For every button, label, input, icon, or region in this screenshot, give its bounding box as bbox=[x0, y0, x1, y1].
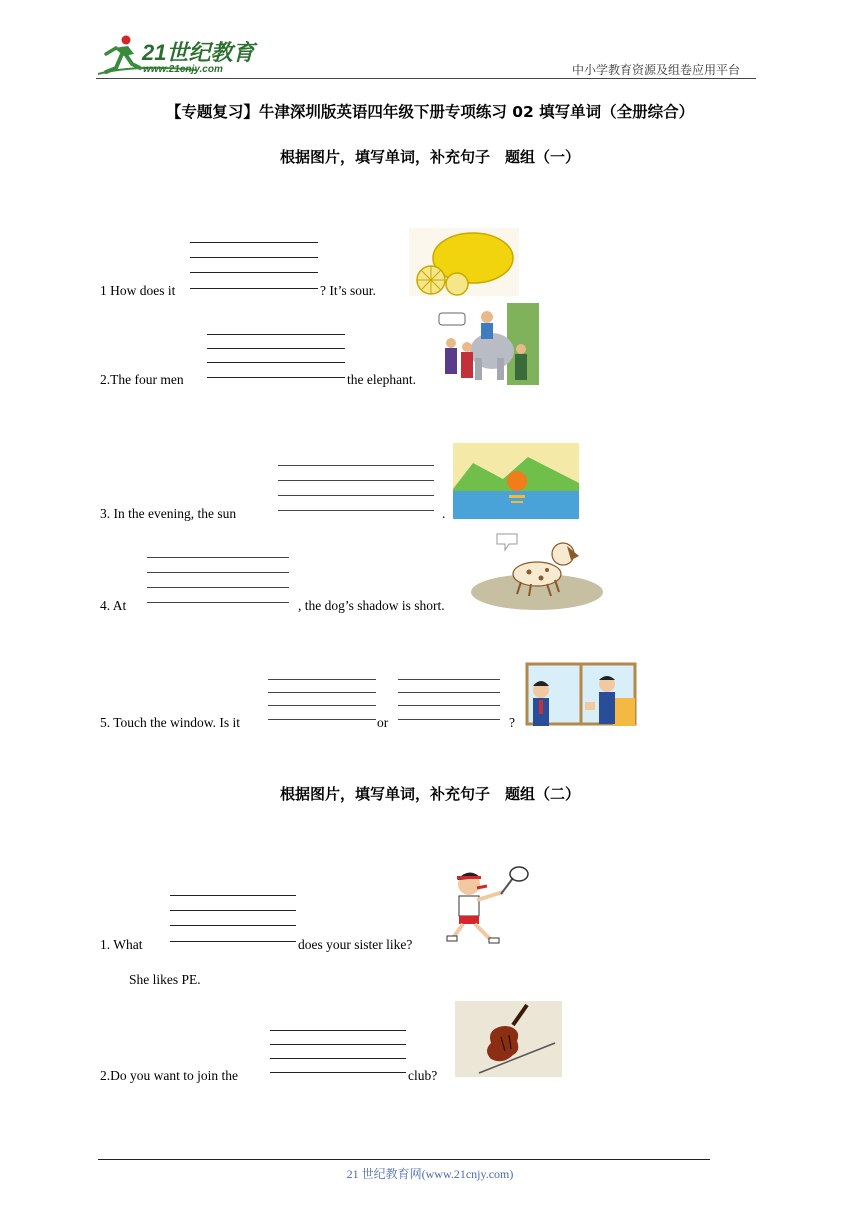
answer-blank-5a[interactable] bbox=[268, 678, 376, 722]
question-5-middle: or bbox=[377, 715, 389, 730]
blind-men-elephant-icon bbox=[437, 303, 539, 385]
header-divider bbox=[96, 78, 756, 79]
question-5-suffix: ? bbox=[509, 715, 515, 730]
question-3-suffix: . bbox=[442, 506, 446, 521]
badminton-player-icon bbox=[443, 864, 535, 948]
question-2-prefix: 2.The four men bbox=[100, 372, 184, 387]
question-4-suffix: , the dog’s shadow is short. bbox=[298, 598, 445, 613]
question-1-suffix: ? It’s sour. bbox=[320, 283, 376, 298]
answer-blank-2[interactable] bbox=[207, 334, 345, 380]
answer-blank-6[interactable] bbox=[170, 894, 296, 944]
window-children-icon bbox=[523, 662, 639, 728]
violin-icon bbox=[455, 1001, 562, 1077]
logo-text: 21世纪教育 bbox=[142, 40, 255, 65]
question-4-prefix: 4. At bbox=[100, 598, 127, 613]
document-title: 【专题复习】牛津深圳版英语四年级下册专项练习 02 填写单词（全册综合） bbox=[165, 103, 695, 121]
group2-question-1-answer: She likes PE. bbox=[129, 972, 201, 987]
group2-question-2-prefix: 2.Do you want to join the bbox=[100, 1068, 238, 1083]
lemon-icon bbox=[409, 228, 519, 296]
group2-question-1-prefix: 1. What bbox=[100, 937, 143, 952]
footer-divider bbox=[98, 1159, 710, 1160]
logo-url: www.21cnjy.com bbox=[143, 64, 223, 75]
sunset-icon bbox=[453, 443, 579, 519]
answer-blank-4[interactable] bbox=[147, 556, 289, 606]
question-2-suffix: the elephant. bbox=[347, 372, 416, 387]
group2-question-1-suffix: does your sister like? bbox=[298, 937, 413, 952]
question-5-prefix: 5. Touch the window. Is it bbox=[100, 715, 241, 730]
answer-blank-1[interactable] bbox=[190, 240, 318, 290]
question-3-prefix: 3. In the evening, the sun bbox=[100, 506, 237, 521]
section-title-group-1: 根据图片，填写单词，补充句子 题组（一） bbox=[279, 148, 580, 166]
footer-site-link[interactable]: 21 世纪教育网(www.21cnjy.com) bbox=[346, 1167, 514, 1181]
answer-blank-7[interactable] bbox=[270, 1029, 406, 1075]
header-platform-text: 中小学教育资源及组卷应用平台 bbox=[572, 63, 741, 77]
section-title-group-2: 根据图片，填写单词，补充句子 题组（二） bbox=[279, 785, 580, 803]
answer-blank-5b[interactable] bbox=[398, 678, 500, 722]
answer-blank-3[interactable] bbox=[278, 464, 434, 514]
group2-question-2-suffix: club? bbox=[408, 1068, 438, 1083]
question-1-prefix: 1 How does it bbox=[100, 283, 176, 298]
dog-shadow-icon bbox=[467, 530, 607, 612]
